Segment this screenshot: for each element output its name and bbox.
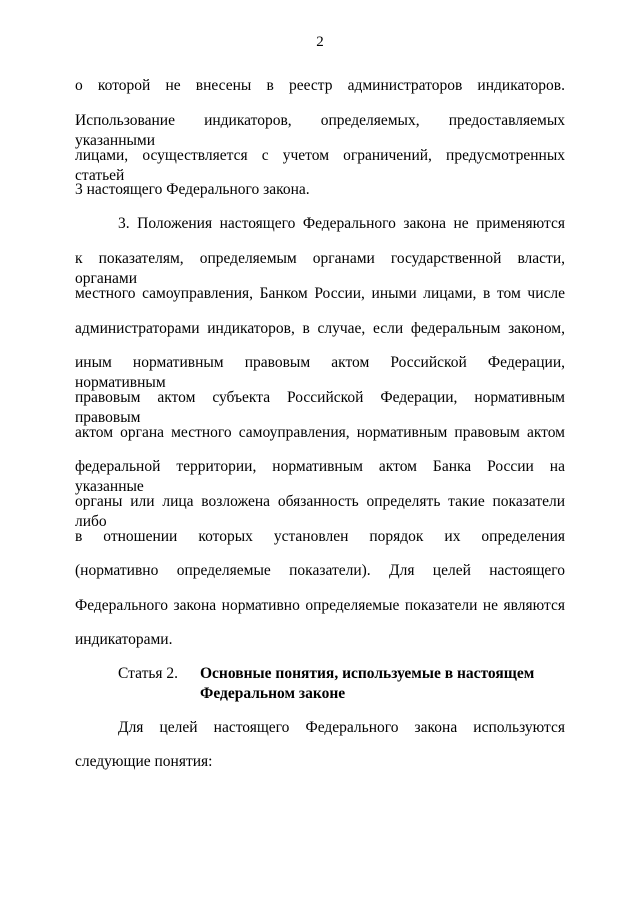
- text-line: (нормативно определяемые показатели). Для целей настоящего: [75, 562, 565, 579]
- text-line: Для целей настоящего Федерального закона используются: [118, 719, 565, 736]
- text-line: к показателям, определяемым органами государственной власти, органами: [75, 250, 565, 287]
- page-number: 2: [316, 34, 324, 50]
- text-line: Использование индикаторов, определяемых, предоставляемых указанными: [75, 112, 565, 149]
- text-line: правовым актом субъекта Российской Федерации, нормативным правовым: [75, 389, 565, 426]
- article-title: [200, 664, 534, 704]
- text-line: следующие понятия:: [75, 753, 213, 770]
- text-line: местного самоуправления, Банком России, иными лицами, в том числе: [75, 285, 565, 302]
- text-line: индикаторами.: [75, 631, 173, 648]
- text-line: лицами, осуществляется с учетом ограничений, предусмотренных статьей: [75, 147, 565, 184]
- article-title-line: Основные понятия, используемые в настоящем: [200, 665, 535, 682]
- text-line: администраторами индикаторов, в случае, если федеральным законом,: [75, 320, 565, 337]
- text-line: иным нормативным правовым актом Российской Федерации, нормативным: [75, 354, 565, 391]
- article-label: Статья 2.: [118, 665, 179, 682]
- text-line: 3. Положения настоящего Федерального закона не применяются: [118, 215, 565, 232]
- text-line: актом органа местного самоуправления, нормативным правовым актом: [75, 424, 565, 441]
- text-line: о которой не внесены в реестр администраторов индикаторов.: [75, 77, 565, 94]
- text-line: в отношении которых установлен порядок их определения: [75, 528, 565, 545]
- text-line: Федерального закона нормативно определяемые показатели не являются: [75, 597, 565, 614]
- text-line: федеральной территории, нормативным актом Банка России на указанные: [75, 458, 565, 495]
- text-line: 3 настоящего Федерального закона.: [75, 181, 310, 198]
- text-line: органы или лица возложена обязанность определять такие показатели либо: [75, 493, 565, 530]
- article-title-line: Федеральном законе: [200, 685, 346, 702]
